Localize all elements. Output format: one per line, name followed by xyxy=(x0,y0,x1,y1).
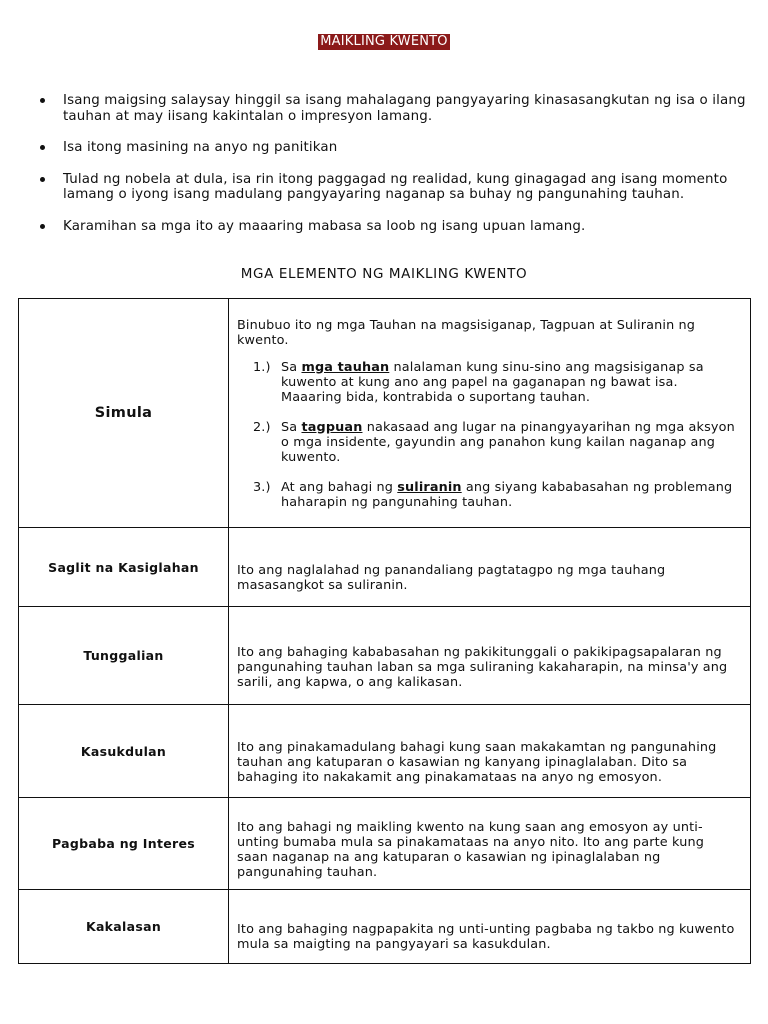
bullet-text: Isa itong masining na anyo ng panitikan xyxy=(63,140,338,155)
element-description xyxy=(229,299,751,528)
bullet-item xyxy=(32,140,752,156)
key-term: tagpuan xyxy=(301,419,363,435)
bullet-dot-icon xyxy=(40,145,45,150)
element-label: Kasukdulan xyxy=(19,705,229,798)
intro-bullet-list xyxy=(32,93,752,250)
table-row xyxy=(19,528,751,607)
bullet-text: Tulad ng nobela at dula, isa rin itong paggagad ng realidad, kung ginagagad ang isang momento lamang o iyong isang madulang pangyayaring naganap sa buhay ng pangunahing tauhan. xyxy=(63,171,728,202)
simula-intro: Binubuo ito ng mga Tauhan na magsisiganap, Tagpuan at Suliranin ng kwento. xyxy=(237,317,696,348)
item-prefix: Sa xyxy=(281,359,298,375)
bullet-item xyxy=(32,219,752,235)
table-title: MGA ELEMENTO NG MAIKLING KWENTO xyxy=(240,266,528,282)
title-container xyxy=(0,30,768,50)
key-term: suliranin xyxy=(397,479,462,495)
item-number: 2.) xyxy=(253,419,271,435)
numbered-item xyxy=(237,360,738,405)
table-row xyxy=(19,607,751,705)
table-row xyxy=(19,890,751,964)
key-term: mga tauhan xyxy=(301,359,390,375)
bullet-dot-icon xyxy=(40,224,45,229)
table-row xyxy=(19,705,751,798)
item-text: nakasaad ang lugar na pinangyayarihan ng mga aksyon o mga insidente, gayundin ang panahon kung kailan naganap ang kuwento. xyxy=(281,419,735,465)
bullet-item xyxy=(32,93,752,124)
bullet-dot-icon xyxy=(40,177,45,182)
bullet-dot-icon xyxy=(40,98,45,103)
item-text: nalalaman kung sinu-sino ang magsisiganap sa kuwento at kung ano ang papel na gaganapan ng bawat isa. Maaaring bida, kontrabida o suportang tauhan. xyxy=(281,359,704,405)
item-number: 3.) xyxy=(253,479,271,495)
element-description: Ito ang bahagi ng maikling kwento na kung saan ang emosyon ay unti-unting bumaba mula sa pinakamataas na anyo nito. Ito ang parte kung saan naganap na ang katuparan o kasawian ng ipinaglalaban ng pangunahing tauhan. xyxy=(229,798,751,890)
elements-table xyxy=(18,298,751,964)
element-description: Ito ang bahaging nagpapakita ng unti-unting pagbaba ng takbo ng kuwento mula sa maigting na pangyayari sa kasukdulan. xyxy=(229,890,751,964)
element-label: Saglit na Kasiglahan xyxy=(19,528,229,607)
bullet-text: Karamihan sa mga ito ay maaaring mabasa sa loob ng isang upuan lamang. xyxy=(63,218,586,234)
item-text: ang siyang kababasahan ng problemang haharapin ng pangunahing tauhan. xyxy=(281,479,733,510)
bullet-item xyxy=(32,172,752,203)
simula-numbered-list xyxy=(237,360,738,510)
bullet-text: Isang maigsing salaysay hinggil sa isang mahalagang pangyayaring kinasasangkutan ng isa o ilang tauhan at may iisang kakintalan o impresyon lamang. xyxy=(63,93,746,124)
table-row xyxy=(19,798,751,890)
element-description: Ito ang naglalahad ng panandaliang pagtatagpo ng mga tauhang masasangkot sa suliranin. xyxy=(229,528,751,607)
table-row-simula xyxy=(19,299,751,528)
element-description: Ito ang bahaging kababasahan ng pakikitunggali o pakikipagsapalaran ng pangunahing tauhan laban sa mga suliraning kakaharapin, na minsa'y ang sarili, ang kapwa, o ang kalikasan. xyxy=(229,607,751,705)
item-prefix: Sa xyxy=(281,419,298,435)
item-prefix: At ang bahagi ng xyxy=(281,479,394,495)
element-label: Kakalasan xyxy=(19,890,229,964)
element-label: Pagbaba ng Interes xyxy=(19,798,229,890)
numbered-item xyxy=(237,480,738,510)
element-label: Tunggalian xyxy=(19,607,229,705)
element-description: Ito ang pinakamadulang bahagi kung saan makakamtan ng pangunahing tauhan ang katuparan o kasawian ng kanyang ipinaglalaban. Dito sa bahaging ito nakakamit ang pinakamataas na anyo ng emosyon. xyxy=(229,705,751,798)
item-number: 1.) xyxy=(253,359,271,375)
numbered-item xyxy=(237,420,738,465)
element-label: Simula xyxy=(19,299,229,528)
document-title: MAIKLING KWENTO xyxy=(320,34,448,49)
